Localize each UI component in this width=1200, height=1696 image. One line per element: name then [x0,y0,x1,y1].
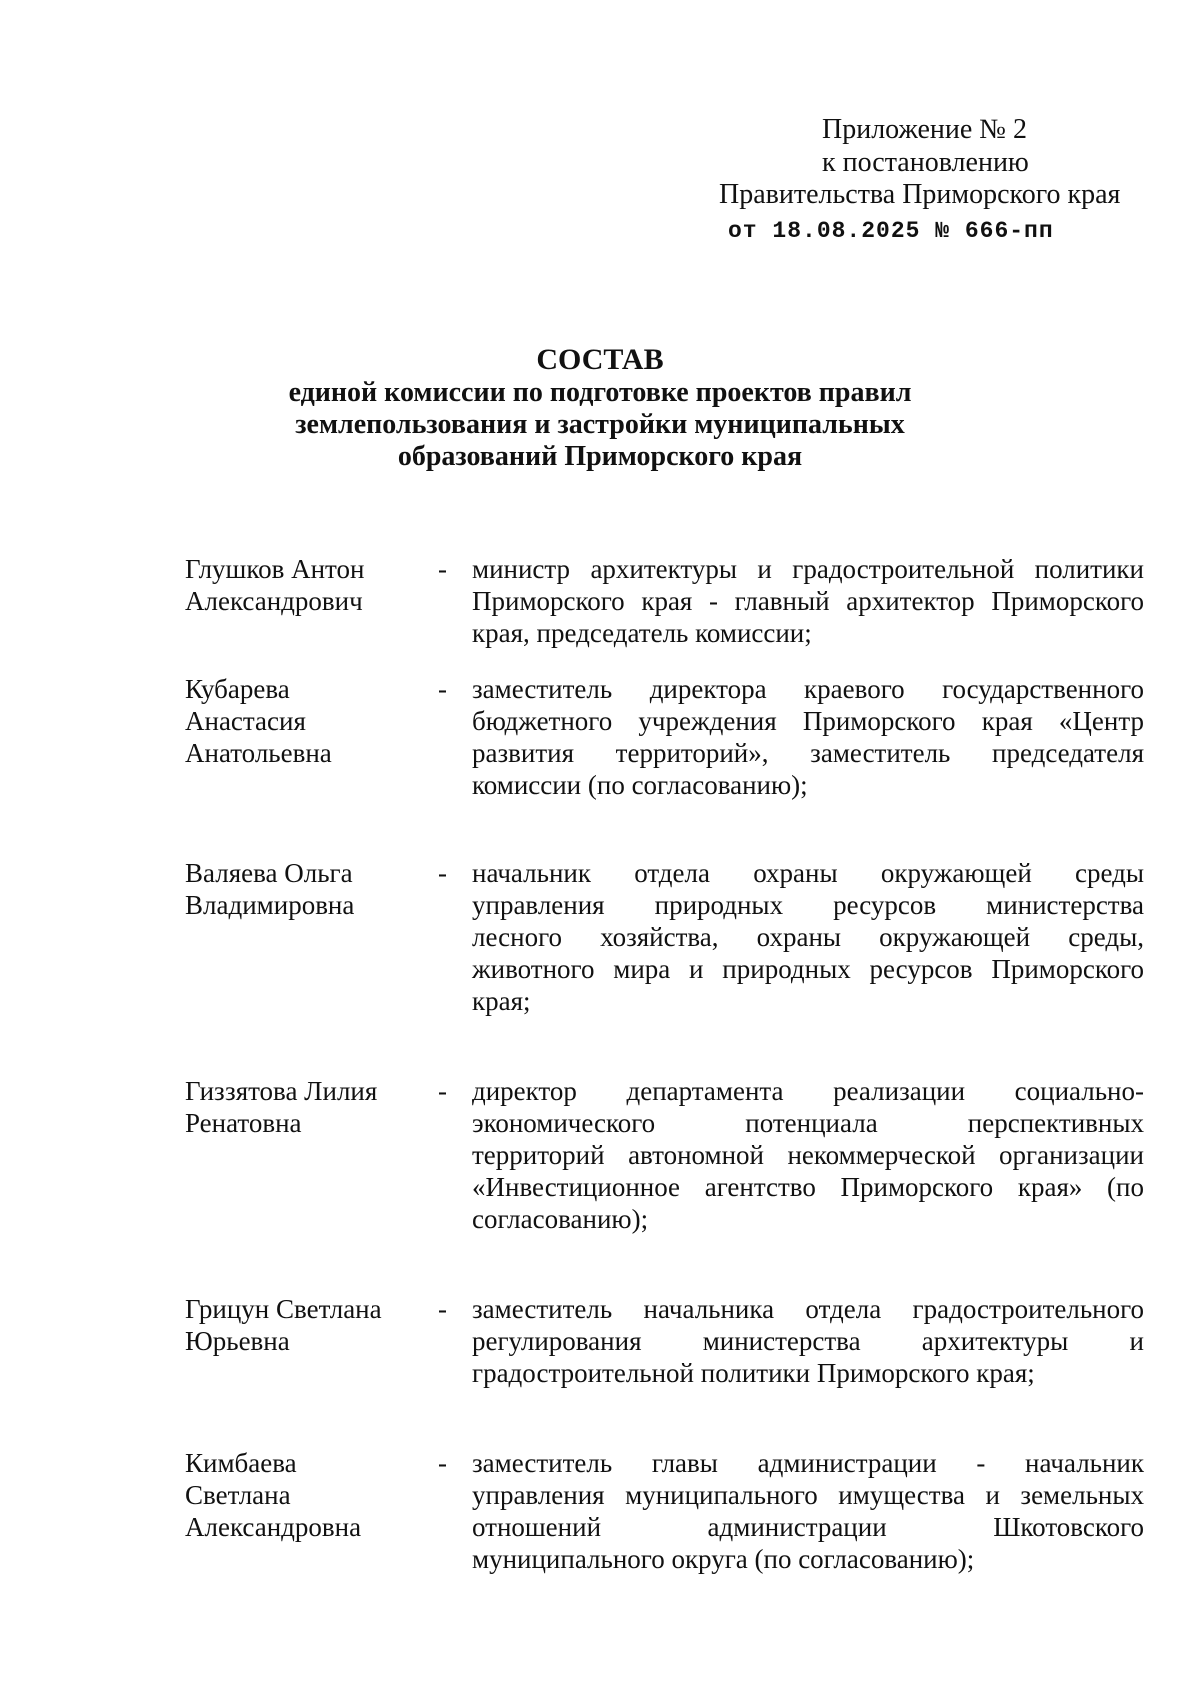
member-role-line: управления муниципального имущества и земельных [472,1480,1144,1510]
member-dash: - [438,1076,447,1106]
title-line-2: землепользования и застройки муниципальных [295,409,905,440]
member-role-line: согласованию); [472,1204,649,1234]
member-role-line: лесного хозяйства, охраны окружающей среды, [472,922,1144,952]
member-name-line: Кубарева [185,674,290,704]
member-name-line: Анастасия [185,706,306,736]
member-role-line: заместитель директора краевого государственного [472,674,1144,704]
member-name-line: Александрович [185,586,363,616]
member-role [472,1447,1144,1575]
member-role-line: края; [472,986,531,1016]
member-role-line: муниципального округа (по согласованию); [472,1544,975,1574]
member-role-line: управления природных ресурсов министерства [472,890,1144,920]
member-name-line: Кимбаева [185,1448,297,1478]
member-name [185,857,415,921]
member-name-line: Гиззятова Лилия [185,1076,378,1106]
member-name-line: Глушков Антон [185,554,365,584]
member-role-line: края, председатель комиссии; [472,618,812,648]
member-role-line: территорий автономной некоммерческой организации [472,1140,1144,1170]
resolution-date-number: от 18.08.2025 № 666-пп [728,218,1054,244]
member-role [472,857,1144,1017]
member-role-line: комиссии (по согласованию); [472,770,808,800]
appendix-number: Приложение № 2 [822,114,1027,145]
member-name-line: Грицун Светлана [185,1294,382,1324]
member-role [472,1075,1144,1235]
appendix-to-resolution: к постановлению [822,147,1029,178]
member-role-line: заместитель начальника отдела градостроительного [472,1294,1144,1324]
member-role-line: развития территорий», заместитель председателя [472,738,1144,768]
member-dash: - [438,858,447,888]
member-role-line: бюджетного учреждения Приморского края «Центр [472,706,1144,736]
member-name-line: Юрьевна [185,1326,290,1356]
member-dash: - [438,1294,447,1324]
title-main: СОСТАВ [536,343,664,376]
member-role-line: Приморского края - главный архитектор Приморского [472,586,1144,616]
member-name-line: Светлана [185,1480,291,1510]
member-name-line: Анатольевна [185,738,332,768]
member-role-line: министр архитектуры и градостроительной политики [472,554,1144,584]
member-role [472,1293,1144,1389]
title-line-3: образований Приморского края [397,441,803,472]
member-name [185,1447,415,1543]
member-role-line: отношений администрации Шкотовского [472,1512,1144,1542]
member-name [185,553,415,617]
member-role-line: регулирования министерства архитектуры и [472,1326,1144,1356]
member-name [185,1075,415,1139]
member-role-line: градостроительной политики Приморского края; [472,1358,1035,1388]
member-dash: - [438,674,447,704]
member-name-line: Александровна [185,1512,362,1542]
member-role-line: «Инвестиционное агентство Приморского края» (по [472,1172,1144,1202]
member-role-line: начальник отдела охраны окружающей среды [472,858,1144,888]
member-dash: - [438,1448,447,1478]
member-role-line: экономического потенциала перспективных [472,1108,1144,1138]
member-name [185,1293,415,1357]
member-dash: - [438,554,447,584]
title-line-1: единой комиссии по подготовке проектов правил [288,377,912,408]
member-name-line: Владимировна [185,890,355,920]
member-role [472,673,1144,801]
member-name-line: Ренатовна [185,1108,302,1138]
member-role [472,553,1144,649]
member-role-line: животного мира и природных ресурсов Приморского [472,954,1144,984]
member-name-line: Валяева Ольга [185,858,353,888]
member-role-line: директор департамента реализации социально- [472,1076,1144,1106]
member-role-line: заместитель главы администрации - начальник [472,1448,1144,1478]
member-name [185,673,415,769]
appendix-issuer: Правительства Приморского края [719,179,1121,210]
